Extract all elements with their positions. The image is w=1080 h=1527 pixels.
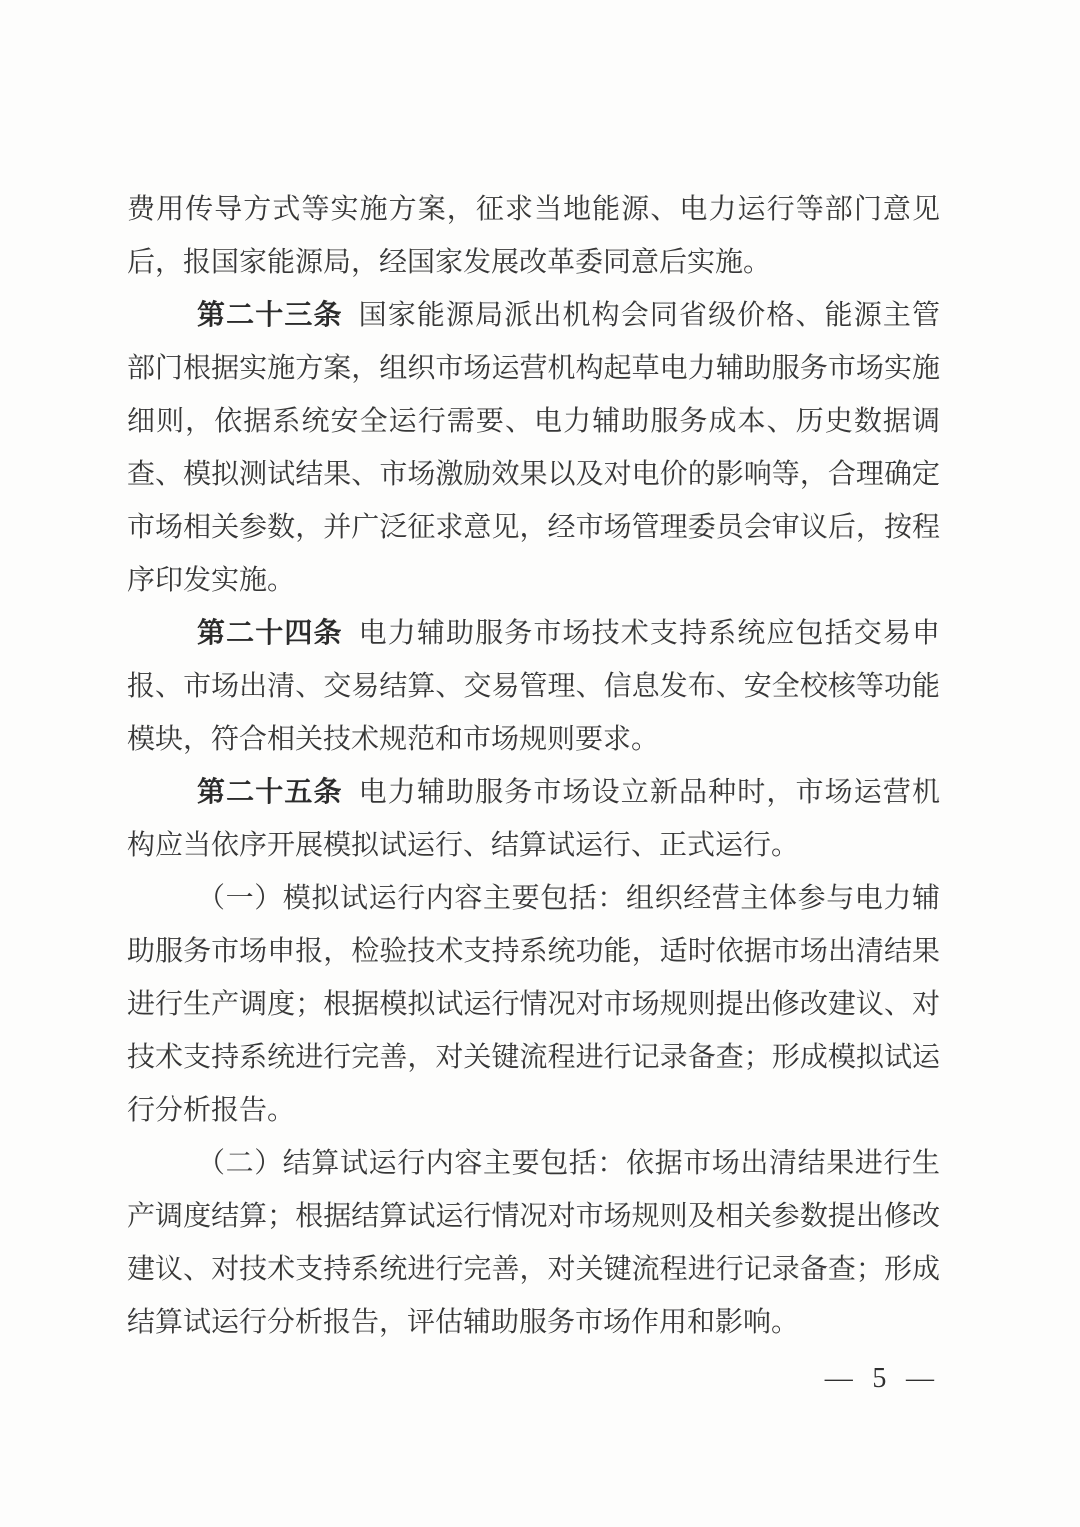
list-item-2-paragraph: （二）结算试运行内容主要包括：依据市场出清结果进行生产调度结算；根据结算试运行情况对市场规则及相关参数提出修改建议、对技术支持系统进行完善，对关键流程进行记录备查；形成结算试运行分析报告，评估辅助服务市场作用和影响。 — [127, 1148, 940, 1338]
article-23-number: 第二十三条 — [197, 300, 343, 331]
article-23-paragraph — [127, 289, 940, 607]
paragraph-continued: 费用传导方式等实施方案，征求当地能源、电力运行等部门意见后，报国家能源局，经国家发展改革委同意后实施。 — [127, 194, 940, 278]
article-24-number: 第二十四条 — [197, 618, 343, 649]
list-item-1-paragraph: （一）模拟试运行内容主要包括：组织经营主体参与电力辅助服务市场申报，检验技术支持系统功能，适时依据市场出清结果进行生产调度；根据模拟试运行情况对市场规则提出修改建议、对技术支持系统进行完善，对关键流程进行记录备查；形成模拟试运行分析报告。 — [127, 883, 940, 1126]
page-number: — 5 — — [824, 1363, 934, 1394]
article-24-text: 电力辅助服务市场技术支持系统应包括交易申报、市场出清、交易结算、交易管理、信息发布、安全校核等功能模块，符合相关技术规范和市场规则要求。 — [127, 618, 940, 755]
article-25-number: 第二十五条 — [197, 777, 343, 808]
article-24-paragraph — [127, 607, 940, 766]
article-23-text: 国家能源局派出机构会同省级价格、能源主管部门根据实施方案，组织市场运营机构起草电力辅助服务市场实施细则，依据系统安全运行需要、电力辅助服务成本、历史数据调查、模拟测试结果、市场激励效果以及对电价的影响等，合理确定市场相关参数，并广泛征求意见，经市场管理委员会审议后，按程序印发实施。 — [127, 300, 940, 596]
document-body — [127, 183, 940, 1349]
article-25-text: 电力辅助服务市场设立新品种时，市场运营机构应当依序开展模拟试运行、结算试运行、正式运行。 — [127, 777, 940, 861]
article-25-paragraph — [127, 766, 940, 872]
